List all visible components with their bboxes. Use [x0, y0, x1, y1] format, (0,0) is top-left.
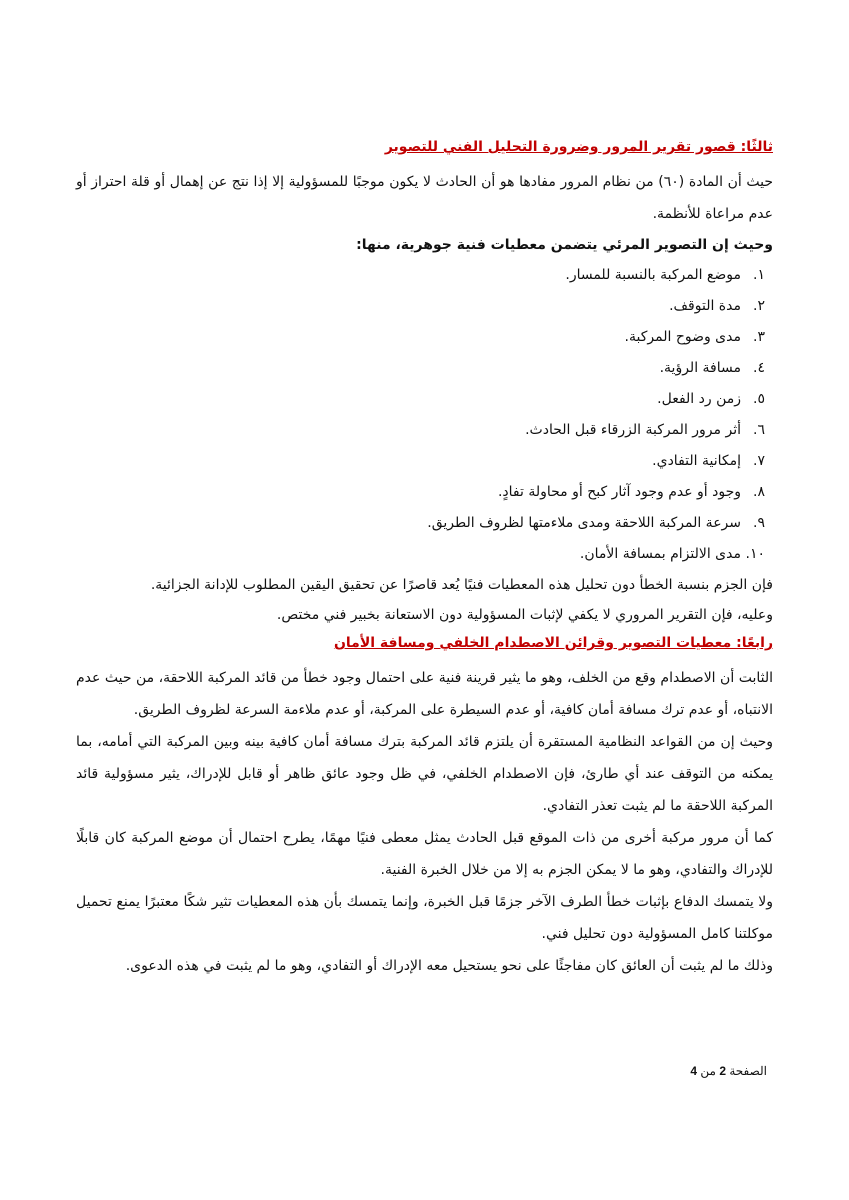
section-three-paragraph-2: وحيث إن التصوير المرئي يتضمن معطيات فنية جوهرية، منها: — [356, 237, 773, 253]
list-item-number: ٩. — [753, 515, 765, 531]
list-item-text: مدى الالتزام بمسافة الأمان. — [579, 546, 741, 562]
list-item-text: سرعة المركبة اللاحقة ومدى ملاءمتها لظروف الطريق. — [427, 515, 741, 531]
page-of-label: من — [700, 1064, 716, 1078]
list-item-text: إمكانية التفادي. — [652, 453, 741, 469]
list-item-text: موضع المركبة بالنسبة للمسار. — [565, 267, 741, 283]
list-item-text: وجود أو عدم وجود آثار كبح أو محاولة تفادٍ. — [497, 484, 741, 500]
list-item-number: ٢. — [753, 298, 765, 314]
section-four-paragraph-3: كما أن مرور مركبة أخرى من ذات الموقع قبل الحادث يمثل معطى فنيًا مهمًا، يطرح احتمال أن موضع المركبة كان قابلًا للإدراك والتفادي، وهو ما لا يمكن الجزم به إلا من خلال الخبرة الفنية. — [76, 830, 773, 878]
list-item — [76, 477, 765, 508]
list-item — [76, 384, 765, 415]
list-item-number: ٣. — [753, 329, 765, 345]
list-item-text: مدة التوقف. — [669, 298, 741, 314]
list-item-number: ٥. — [753, 391, 765, 407]
list-item — [76, 322, 765, 353]
section-four-heading: رابعًا: معطيات التصوير وقرائن الاصطدام الخلفي ومسافة الأمان — [333, 635, 773, 651]
section-four-paragraph-5: وذلك ما لم يثبت أن العائق كان مفاجئًا على نحو يستحيل معه الإدراك أو التفادي، وهو ما لم يثبت في هذه الدعوى. — [125, 958, 773, 974]
list-item-number: ٤. — [753, 360, 765, 376]
total-pages-number: 4 — [690, 1064, 698, 1078]
list-item-number: ٦. — [753, 422, 765, 438]
list-item-text: أثر مرور المركبة الزرقاء قبل الحادث. — [525, 422, 741, 438]
page-label: الصفحة — [729, 1064, 767, 1078]
current-page-number: 2 — [719, 1064, 726, 1078]
list-item — [76, 260, 765, 291]
section-three-heading: ثالثًا: قصور تقرير المرور وضرورة التحليل الفني للتصوير — [384, 139, 773, 155]
section-three-paragraph-4: وعليه، فإن التقرير المروري لا يكفي لإثبات المسؤولية دون الاستعانة بخبير فني مختص. — [276, 607, 773, 623]
page-number-footer — [690, 1064, 767, 1078]
page-content — [76, 136, 773, 982]
list-item — [76, 353, 765, 384]
section-four-paragraph-1: الثابت أن الاصطدام وقع من الخلف، وهو ما يثير قرينة فنية على احتمال وجود خطأ من قائد المركبة اللاحقة، من حيث عدم الانتباه، أو عدم ترك مسافة أمان كافية، أو عدم السيطرة على المركبة، أو عدم ملاءمة السرعة لظروف الطريق. — [76, 670, 773, 718]
list-item-number: ١. — [753, 267, 765, 283]
list-item-number: ٨. — [753, 484, 765, 500]
section-three-paragraph-3: فإن الجزم بنسبة الخطأ دون تحليل هذه المعطيات فنيًا يُعد قاصرًا عن تحقيق اليقين المطلوب للإدانة الجزائية. — [150, 577, 773, 593]
list-item-text: مدى وضوح المركبة. — [624, 329, 741, 345]
list-item — [76, 415, 765, 446]
section-four-paragraph-4: ولا يتمسك الدفاع بإثبات خطأ الطرف الآخر جزمًا قبل الخبرة، وإنما يتمسك بأن هذه المعطيات تثير شكًا معتبرًا يمنع تحميل موكلتنا كامل المسؤولية دون تحليل فني. — [76, 894, 773, 942]
technical-data-list — [76, 260, 773, 570]
list-item-text: مسافة الرؤية. — [659, 360, 741, 376]
list-item-number: ٧. — [753, 453, 765, 469]
list-item — [76, 508, 765, 539]
list-item — [76, 539, 765, 570]
list-item — [76, 446, 765, 477]
list-item-text: زمن رد الفعل. — [657, 391, 741, 407]
list-item-number: ١٠. — [745, 546, 765, 562]
section-three-paragraph-1: حيث أن المادة (٦٠) من نظام المرور مفادها هو أن الحادث لا يكون موجبًا للمسؤولية إلا إذا نتج عن إهمال أو قلة احتراز أو عدم مراعاة للأنظمة. — [76, 174, 773, 222]
list-item — [76, 291, 765, 322]
section-four-paragraph-2: وحيث إن من القواعد النظامية المستقرة أن يلتزم قائد المركبة بترك مسافة أمان كافية بينه وبين المركبة التي أمامه، بما يمكنه من التوقف عند أي طارئ، فإن الاصطدام الخلفي، في ظل وجود عائق ظاهر أو قابل للإدراك، يثير مسؤولية قائد المركبة اللاحقة ما لم يثبت تعذر التفادي. — [76, 734, 773, 814]
